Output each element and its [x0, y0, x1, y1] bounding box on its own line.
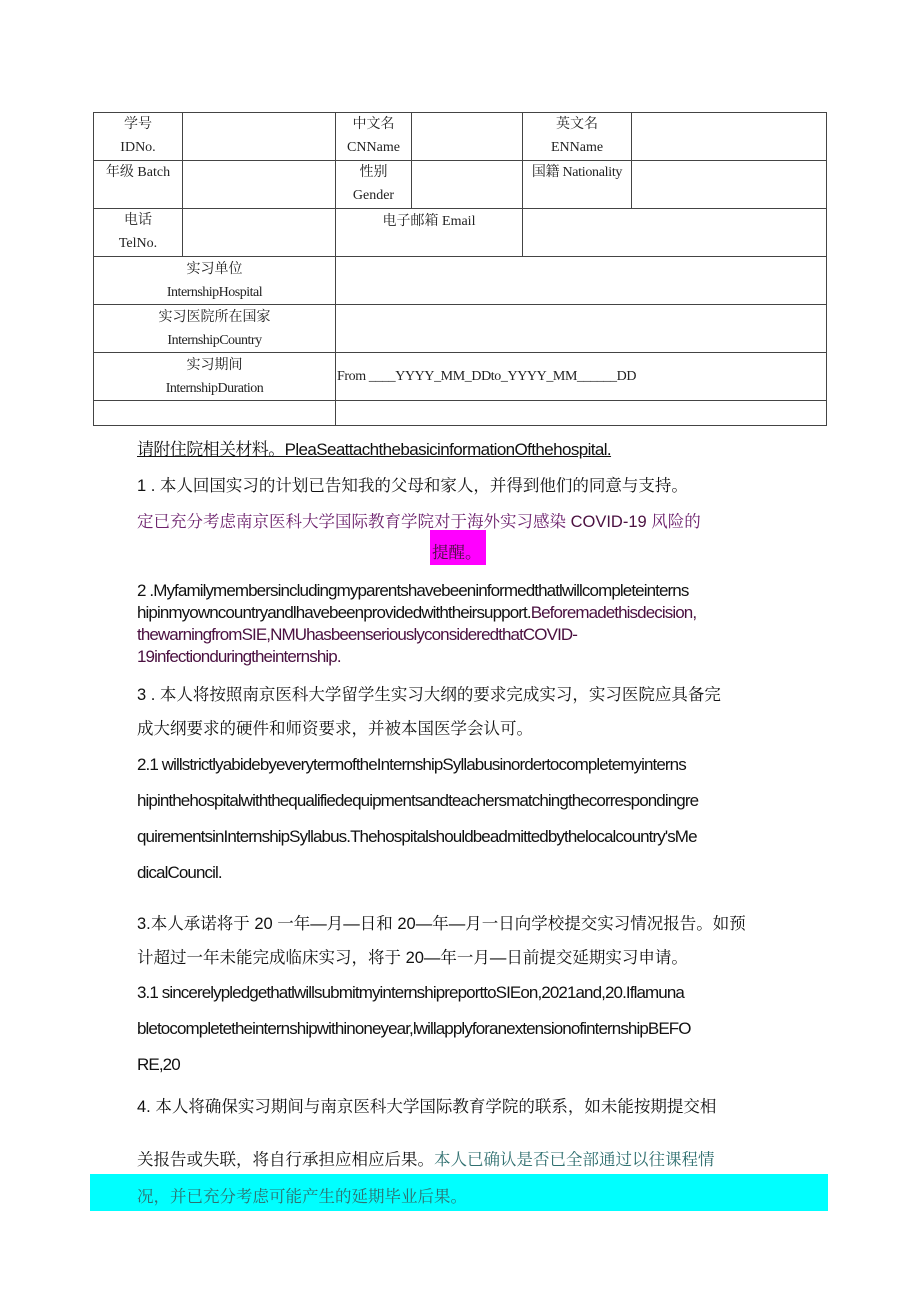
- item4-en-line3: RE,20: [137, 1055, 180, 1074]
- item2-en-line2b: Beforemadethisdecision,: [530, 603, 697, 622]
- label-gender: [336, 161, 412, 209]
- label-internship-hospital: [94, 257, 336, 305]
- label-en: InternshipDuration: [165, 381, 264, 396]
- label-cn: 电话: [124, 213, 152, 228]
- item3-cn-line1: 3 . 本人将按照南京医科大学留学生实习大纲的要求完成实习，实习医院应具备完: [137, 686, 721, 704]
- label-en: CNName: [347, 140, 400, 155]
- item2-en-line4: 19infectionduringtheinternship.: [137, 647, 341, 666]
- label-internship-country: [94, 305, 336, 353]
- label-text: 电子邮箱 Email: [382, 214, 476, 229]
- nationality-field[interactable]: [632, 161, 827, 209]
- row-blank: [94, 401, 827, 426]
- label-cn: 性别: [359, 165, 388, 180]
- internship-hospital-field[interactable]: [336, 257, 827, 305]
- item2-en-line1: 2 .Myfamilymembersincludingmyparentshavebeeninformedthatlwillcompleteinterns: [137, 581, 689, 600]
- row-internship-country: [94, 305, 827, 353]
- item2-en-line2: [137, 603, 696, 623]
- email-field[interactable]: [523, 209, 827, 257]
- label-en: IDNo.: [120, 140, 156, 155]
- label-text: 国籍 Nationality: [531, 165, 623, 180]
- blank-label-cell: [94, 401, 336, 426]
- label-cn: 实习期间: [186, 358, 243, 373]
- gender-field[interactable]: [412, 161, 523, 209]
- label-cn: 实习单位: [186, 262, 243, 277]
- internship-country-field[interactable]: [336, 305, 827, 353]
- label-email: [336, 209, 523, 257]
- item5-cn-line2a: 关报告或失联，将自行承担应相应后果。: [137, 1151, 434, 1169]
- item3-en-line3: quirementsinInternshipSyllabus.Thehospitalshouldbeadmittedbythelocalcountry'sMe: [137, 827, 697, 846]
- label-en: ENName: [550, 140, 604, 155]
- item3-en-line1: 2.1 willstrictlyabidebyeverytermoftheInternshipSyllabusinordertocompletemyinterns: [137, 755, 686, 774]
- row-internship-duration: [94, 353, 827, 401]
- item4-cn-line1: 3.本人承诺将于 20 一年—月—日和 20—年—月一日向学校提交实习情况报告。如预: [137, 915, 746, 933]
- item5-cn-line1: 4. 本人将确保实习期间与南京医科大学国际教育学院的联系，如未能按期提交相: [137, 1098, 717, 1116]
- item1-cn-cont-a: 定已充分考虑南京医科大学国际教育学院对于海外实习感染: [137, 513, 566, 531]
- cn-name-field[interactable]: [412, 113, 523, 161]
- label-cn: 英文名: [556, 117, 598, 132]
- item3-en-line2: hipinthehospitalwiththequalifiedequipmentsandteachersmatchingthecorrespondingre: [137, 791, 699, 810]
- batch-field[interactable]: [183, 161, 336, 209]
- label-text: 年级 Batch: [105, 165, 171, 180]
- item1-reminder: 提醒。: [432, 544, 482, 562]
- label-en: InternshipCountry: [167, 333, 262, 348]
- label-cn: 实习医院所在国家: [158, 310, 271, 325]
- item2-en-line3: thewarningfromSIE,NMUhasbeenseriouslyconsideredthatCOVID-: [137, 625, 578, 644]
- label-internship-duration: [94, 353, 336, 401]
- en-name-field[interactable]: [632, 113, 827, 161]
- tel-no-field[interactable]: [183, 209, 336, 257]
- student-info-table: [93, 112, 827, 426]
- row-internship-hospital: [94, 257, 827, 305]
- row-tel-email: [94, 209, 827, 257]
- item1-cn-cont-b: 风险的: [651, 513, 701, 531]
- item4-en-line1: 3.1 sincerelypledgethatlwillsubmitmyinternshipreporttoSIEon,2021and,20.Iflamuna: [137, 983, 684, 1002]
- row-id-names: [94, 113, 827, 161]
- item3-cn-line2: 成大纲要求的硬件和师资要求，并被本国医学会认可。: [137, 720, 533, 738]
- item5-cn-line3: 况，并已充分考虑可能产生的延期毕业后果。: [137, 1188, 467, 1206]
- label-en-name: [523, 113, 632, 161]
- item4-cn-line2: 计超过一年未能完成临床实习，将于 20—年一月—日前提交延期实习申请。: [137, 949, 688, 967]
- blank-value-cell[interactable]: [336, 401, 827, 426]
- item4-en-line2: bletocompletetheinternshipwithinoneyear,lwillapplyforanextensionofinternshipBEFO: [137, 1019, 691, 1038]
- label-id-no: [94, 113, 183, 161]
- row-batch-gender-nationality: [94, 161, 827, 209]
- label-nationality: [523, 161, 632, 209]
- item1-cn-cont: [137, 508, 701, 532]
- item5-cn-line2: [137, 1146, 715, 1170]
- label-en: InternshipHospital: [166, 285, 263, 300]
- id-no-field[interactable]: [183, 113, 336, 161]
- label-tel-no: [94, 209, 183, 257]
- label-batch: [94, 161, 183, 209]
- item5-cn-line2b: 本人已确认是否已全部通过以往课程情: [434, 1151, 715, 1169]
- label-en: Gender: [352, 188, 395, 203]
- item2-en-line2a: hipinmyowncountryandlhavebeenprovidedwiththeirsupport.: [137, 603, 531, 622]
- item1-cn: 1 . 本人回国实习的计划已告知我的父母和家人，并得到他们的同意与支持。: [137, 477, 688, 495]
- label-cn-name: [336, 113, 412, 161]
- label-cn: 中文名: [352, 117, 395, 132]
- internship-duration-field[interactable]: From ____YYYY_MM_DDto_YYYY_MM______DD: [336, 353, 827, 401]
- label-en: TelNo.: [118, 236, 158, 251]
- attach-note: 请附住院相关材料。PleaSeattachthebasicinformationOfthehospital.: [137, 440, 612, 459]
- label-cn: 学号: [124, 117, 152, 132]
- item1-covid-text: COVID-19: [566, 513, 652, 531]
- item3-en-line4: dicalCouncil.: [137, 863, 222, 882]
